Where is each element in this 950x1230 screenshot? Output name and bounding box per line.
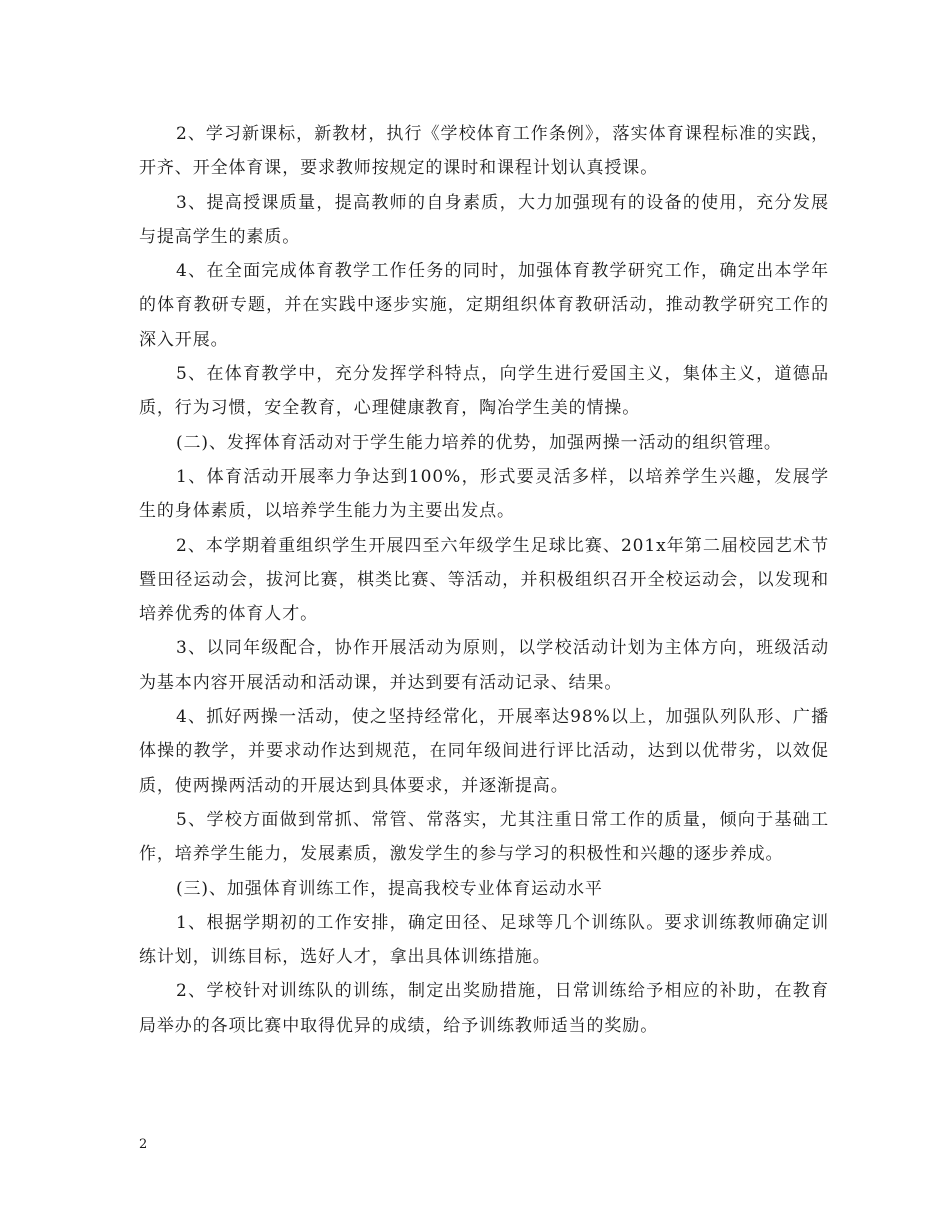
paragraph: 2、学校针对训练队的训练，制定出奖励措施，日常训练给予相应的补助，在教育局举办的各项比赛中取得优异的成绩，给予训练教师适当的奖励。: [139, 981, 829, 1036]
section-heading: (三)、加强体育训练工作，提高我校专业体育运动水平: [176, 878, 603, 899]
document-body: [139, 117, 829, 1043]
paragraph: 3、以同年级配合，协作开展活动为原则，以学校活动计划为主体方向，班级活动为基本内容开展活动和活动课，并达到要有活动记录、结果。: [139, 638, 829, 693]
paragraph: 4、在全面完成体育教学工作任务的同时，加强体育教学研究工作，确定出本学年的体育教研专题，并在实践中逐步实施，定期组织体育教研活动，推动教学研究工作的深入开展。: [139, 261, 829, 350]
paragraph: 5、学校方面做到常抓、常管、常落实，尤其注重日常工作的质量，倾向于基础工作，培养学生能力，发展素质，激发学生的参与学习的积极性和兴趣的逐步养成。: [139, 809, 829, 865]
paragraph: 2、本学期着重组织学生开展四至六年级学生足球比赛、201x年第二届校园艺术节暨田径运动会，拔河比赛，棋类比赛、等活动，并积极组织召开全校运动会，以发现和培养优秀的体育人才。: [139, 535, 829, 625]
paragraph: 5、在体育教学中，充分发挥学科特点，向学生进行爱国主义，集体主义，道德品质，行为习惯，安全教育，心理健康教育，陶冶学生美的情操。: [139, 364, 829, 419]
paragraph: 1、根据学期初的工作安排，确定田径、足球等几个训练队。要求训练教师确定训练计划，训练目标，选好人才，拿出具体训练措施。: [139, 912, 829, 968]
paragraph: 4、抓好两操一活动，使之坚持经常化，开展率达98%以上，加强队列队形、广播体操的教学，并要求动作达到规范，在同年级间进行评比活动，达到以优带劣，以效促质，使两操两活动的开展达到具体要求，并逐渐提高。: [139, 707, 829, 796]
paragraph: 3、提高授课质量，提高教师的自身素质，大力加强现有的设备的使用，充分发展与提高学生的素质。: [139, 192, 829, 247]
section-heading: (二)、发挥体育活动对于学生能力培养的优势，加强两操一活动的组织管理。: [176, 432, 782, 453]
paragraph: 1、体育活动开展率力争达到100%，形式要灵活多样，以培养学生兴趣，发展学生的身体素质，以培养学生能力为主要出发点。: [139, 466, 829, 522]
paragraph: 2、学习新课标，新教材，执行《学校体育工作条例》，落实体育课程标准的实践，开齐、开全体育课，要求教师按规定的课时和课程计划认真授课。: [139, 124, 829, 179]
page-number: 2: [139, 1137, 148, 1152]
